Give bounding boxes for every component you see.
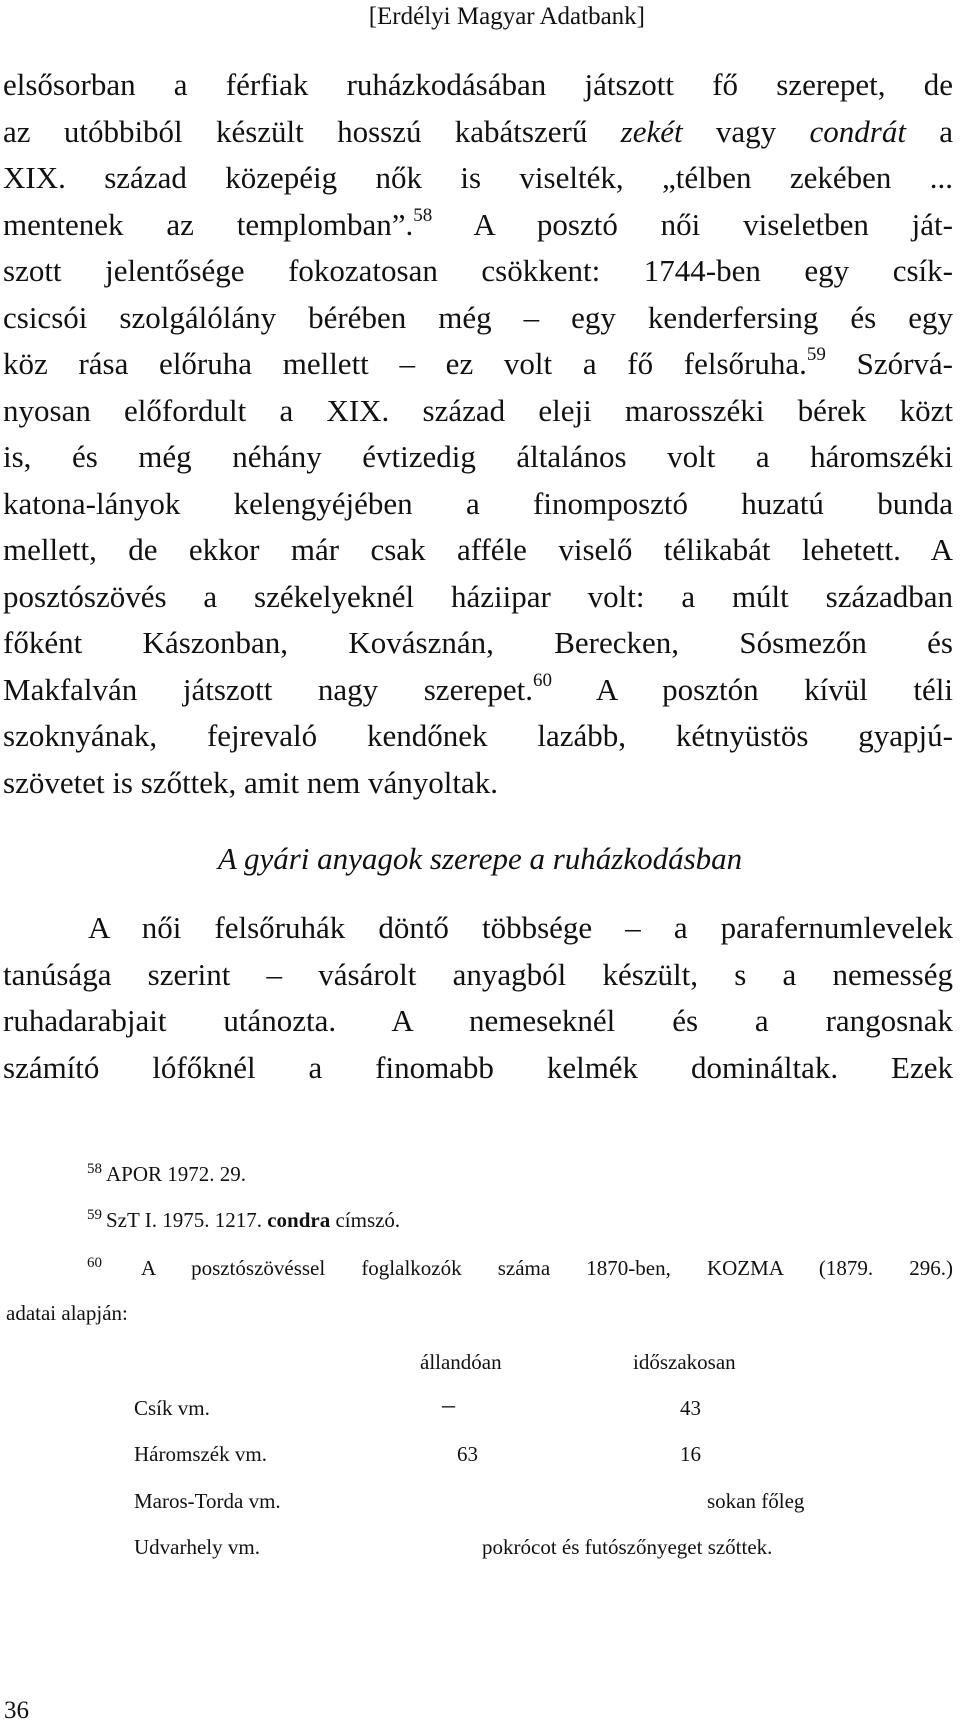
table-row-label: Háromszék vm. <box>134 1442 267 1466</box>
table-cell: pokrócot és futószőnyeget szőttek. <box>482 1535 773 1559</box>
text-line: elsősorban a férfiak ruházkodásában játszott fő szerepet, de <box>3 67 953 102</box>
section-title: A gyári anyagok szerepe a ruházkodásban <box>217 841 743 876</box>
italic-term: zekét <box>620 113 683 149</box>
text-line: csicsói szolgálólány bérében még – egy kenderfersing és egy <box>3 299 953 335</box>
text-line: Makfalván játszott nagy szerepet.$^{60}$ A posztón kívül téli <box>3 669 954 707</box>
text-line: számító lófőknél a finomabb kelmék domináltak. Ezek <box>3 1049 953 1085</box>
table-cell: 43 <box>680 1396 701 1420</box>
text-line: mellett, de ekkor már csak afféle viselő télikabát lehetett. A <box>3 532 953 567</box>
text-line: mentenek az templomban”.$^{58}$ A posztó női viseletben ját- <box>3 204 953 242</box>
footnote-60: $^{60}$ A posztószövéssel foglalkozók száma 1870-ben, KOZMA (1879. 296.) <box>87 1255 954 1280</box>
table-cell: 63 <box>457 1442 478 1466</box>
table-row-label: Maros-Torda vm. <box>134 1489 281 1513</box>
text-line: tanúsága szerint – vásárolt anyagból készült, s a nemesség <box>3 956 953 992</box>
text-line: posztószövés a székelyeknél háziipar volt: a múlt században <box>3 578 953 614</box>
column-header: állandóan <box>420 1350 502 1374</box>
footnote-ref: 58 <box>413 204 433 226</box>
text-line: szövetet is szőttek, amit nem ványoltak. <box>3 764 499 800</box>
text-line: XIX. század közepéig nők is viselték, „télben zekében ... <box>3 160 953 195</box>
footnote-58: $^{58}$ APOR 1972. 29. <box>87 1161 247 1186</box>
italic-term: condrát <box>809 113 906 149</box>
text-line: szott jelentősége fokozatosan csökkent: 1744-ben egy csík- <box>3 253 953 288</box>
paragraph-1 <box>3 62 953 806</box>
footnote-60-continuation: adatai alapján: <box>6 1301 128 1325</box>
table-row-label: Udvarhely vm. <box>134 1535 260 1559</box>
text-line: katona-lányok kelengyéjében a finomposztó huzatú bunda <box>3 485 953 521</box>
text-line: szoknyának, fejrevaló kendőnek lazább, kétnyüstös gyapjú- <box>3 718 953 753</box>
page-number: 36 <box>4 1697 29 1724</box>
text-line: A női felsőruhák döntő többsége – a parafernumlevelek <box>88 910 953 945</box>
text-line: főként Kászonban, Kovásznán, Berecken, Sósmezőn és <box>3 625 953 660</box>
table-row-label: Csík vm. <box>134 1396 210 1420</box>
table-cell: – <box>442 1390 455 1419</box>
text-line: az utóbbiból készült hosszú kabátszerű zekét vagy condrát a <box>3 113 954 149</box>
table-cell: 16 <box>680 1442 701 1466</box>
text-line: is, és még néhány évtizedig általános volt a háromszéki <box>3 439 953 474</box>
column-header: időszakosan <box>633 1350 736 1374</box>
text-line: ruhadarabjait utánozta. A nemeseknél és a rangosnak <box>3 1003 953 1038</box>
paragraph-2 <box>3 905 953 1091</box>
footnote-ref: 60 <box>533 669 553 691</box>
text-line: köz rása előruha mellett – ez volt a fő felsőruha.$^{59}$ Szórvá- <box>3 344 954 381</box>
footnote-59: $^{59}$ SzT I. 1975. 1217. condra címszó. <box>87 1207 401 1232</box>
footnote-ref: 59 <box>806 344 826 365</box>
table-cell: sokan főleg <box>707 1489 805 1513</box>
page-header: [Erdélyi Magyar Adatbank] <box>368 3 645 30</box>
text-line: nyosan előfordult a XIX. század eleji marosszéki bérek közt <box>3 392 953 428</box>
bold-term: condra <box>267 1208 331 1232</box>
